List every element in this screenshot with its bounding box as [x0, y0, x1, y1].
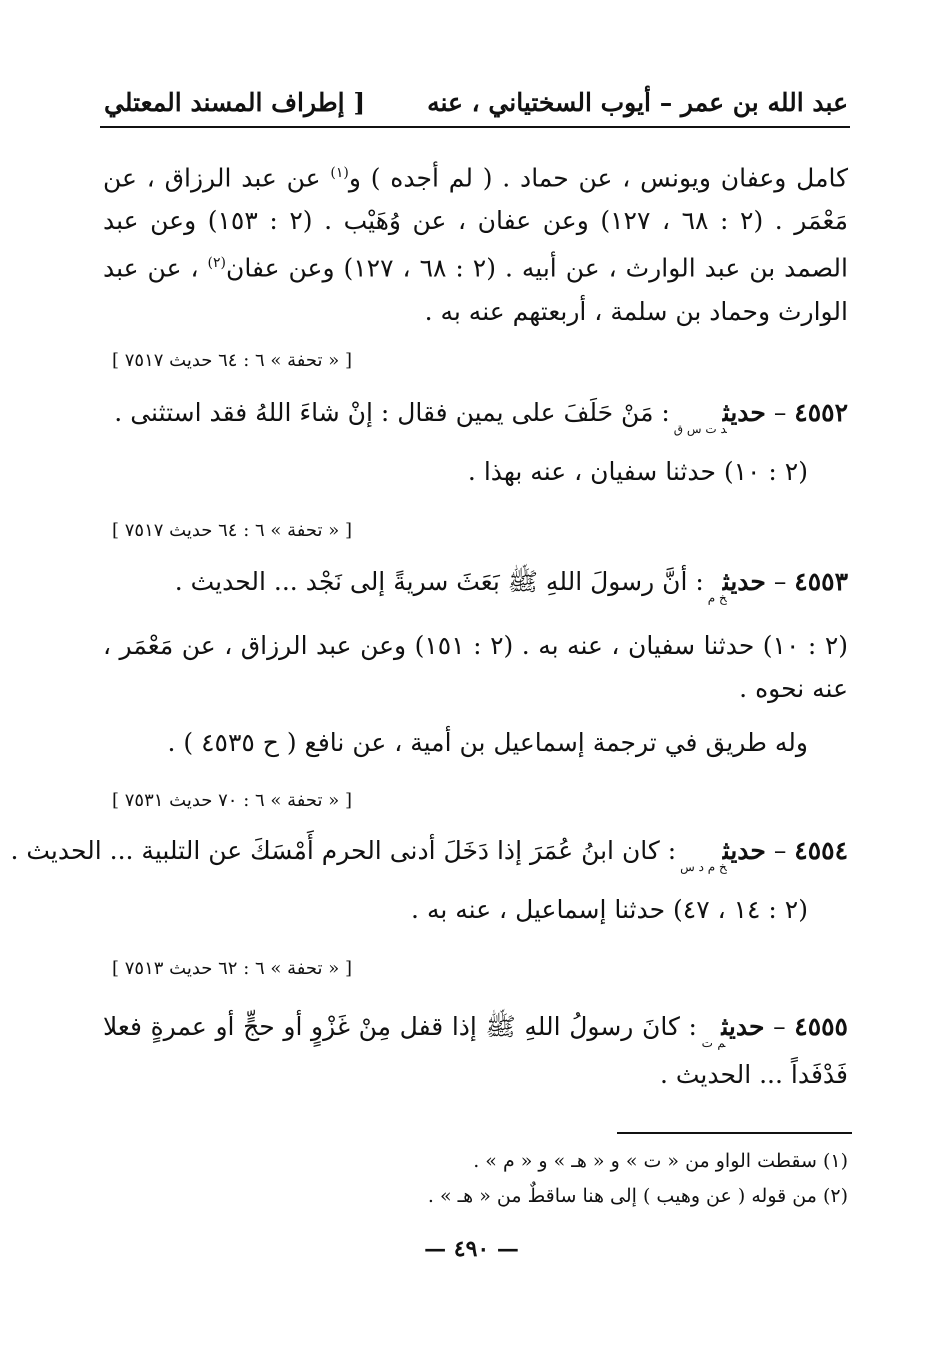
dash: – [765, 836, 795, 865]
intro-text-3: ، عن عبد الوارث وحماد بن سلمة ، أربعتهم عنه به . [103, 253, 848, 326]
footnote-2: (٢) من قوله ( عن وهيب ) إلى هنا ساقطٌ من « هـ » . [427, 1185, 848, 1207]
intro-paragraph [103, 152, 848, 333]
running-header-chapter: عبد الله بن عمر – أيوب السختياني ، عنه [427, 88, 848, 117]
sigla: د ت س ق [673, 422, 727, 436]
hadith-keyword: حديث [722, 836, 766, 865]
hadith-4555-heading [103, 1005, 848, 1096]
hadith-text: : مَنْ حَلَفَ على يمين فقال : إنْ شاءَ اللهُ فقد استثنى . [114, 398, 678, 427]
hadith-number: ٤٥٥٣ [794, 567, 848, 596]
sigla: خ م [707, 591, 727, 605]
tuhfa-reference: [ « تحفة » ٦ : ٦٢ حديث ٧٥١٣ ] [112, 958, 352, 979]
tuhfa-reference: [ « تحفة » ٦ : ٧٠ حديث ٧٥٣١ ] [112, 790, 352, 811]
hadith-4554-heading [10, 836, 848, 874]
hadith-4554-chain: (٢ : ١٤ ، ٤٧) حدثنا إسماعيل ، عنه به . [411, 895, 808, 924]
tuhfa-reference: [ « تحفة » ٦ : ٦٤ حديث ٧٥١٧ ] [112, 520, 352, 541]
hadith-text: : كانَ رسولُ اللهِ ﷺ إذا قفل مِنْ غَزْوٍ أو حجٍّ أو عمرةٍ فعلا فَدْفَداً ... الحديث . [103, 1012, 848, 1089]
sigla: خ م د س [680, 860, 727, 874]
hadith-keyword: حديث [721, 1012, 765, 1041]
hadith-number: ٤٥٥٥ [794, 1012, 848, 1041]
hadith-4552-chain: (٢ : ١٠) حدثنا سفيان ، عنه بهذا . [467, 457, 808, 486]
hadith-number: ٤٥٥٢ [794, 398, 848, 427]
tuhfa-reference: [ « تحفة » ٦ : ٦٤ حديث ٧٥١٧ ] [112, 350, 352, 371]
sigla: م ت [701, 1036, 726, 1050]
page-number: — ٤٩٠ — [424, 1236, 519, 1262]
hadith-4553-heading [175, 566, 848, 603]
dash: – [764, 1012, 795, 1041]
header-rule [100, 126, 850, 128]
dash: – [765, 567, 795, 596]
footnote-marker-1[interactable]: (١) [330, 165, 349, 181]
intro-text-1: كامل وعفان ويونس ، عن حماد . ( لم أجده ) و [348, 163, 848, 193]
footnote-1: (١) سقطت الواو من « ت » و « هـ » و « م » . [473, 1150, 848, 1172]
hadith-keyword: حديث [722, 398, 766, 427]
running-header-book-title: [ إطراف المسند المعتلي [104, 88, 366, 117]
intro-text-2: عن عبد الرزاق ، عن مَعْمَر . (٢ : ٦٨ ، ١٢٧) وعن عفان ، عن وُهَيْب . (٢ : ١٥٣) وعن عبد الصمد بن عبد الوارث ، عن أبيه . (٢ : ٦٨ ، ١٢٧) وعن عفان [103, 163, 848, 283]
hadith-text: : كان ابنُ عُمَرَ إذا دَخَلَ أدنى الحرم أَمْسَكَ عن التلبية ... الحديث . [10, 836, 685, 865]
hadith-4553-chain: (٢ : ١٠) حدثنا سفيان ، عنه به . (٢ : ١٥١) وعن عبد الرزاق ، عن مَعْمَر ، عنه نحوه . [103, 631, 849, 703]
footnote-marker-2[interactable]: (٢) [207, 255, 226, 272]
hadith-keyword: حديث [722, 567, 766, 596]
hadith-text: : أنَّ رسولَ اللهِ ﷺ بَعَثَ سريةً إلى نَجْد ... الحديث . [174, 567, 712, 596]
hadith-4552-heading [114, 398, 848, 436]
footnote-separator [617, 1132, 852, 1134]
hadith-4553-other-route: وله طريق في ترجمة إسماعيل بن أمية ، عن نافع ( ح ٤٥٣٥ ) . [167, 728, 808, 757]
dash: – [765, 398, 795, 427]
hadith-number: ٤٥٥٤ [794, 836, 848, 865]
